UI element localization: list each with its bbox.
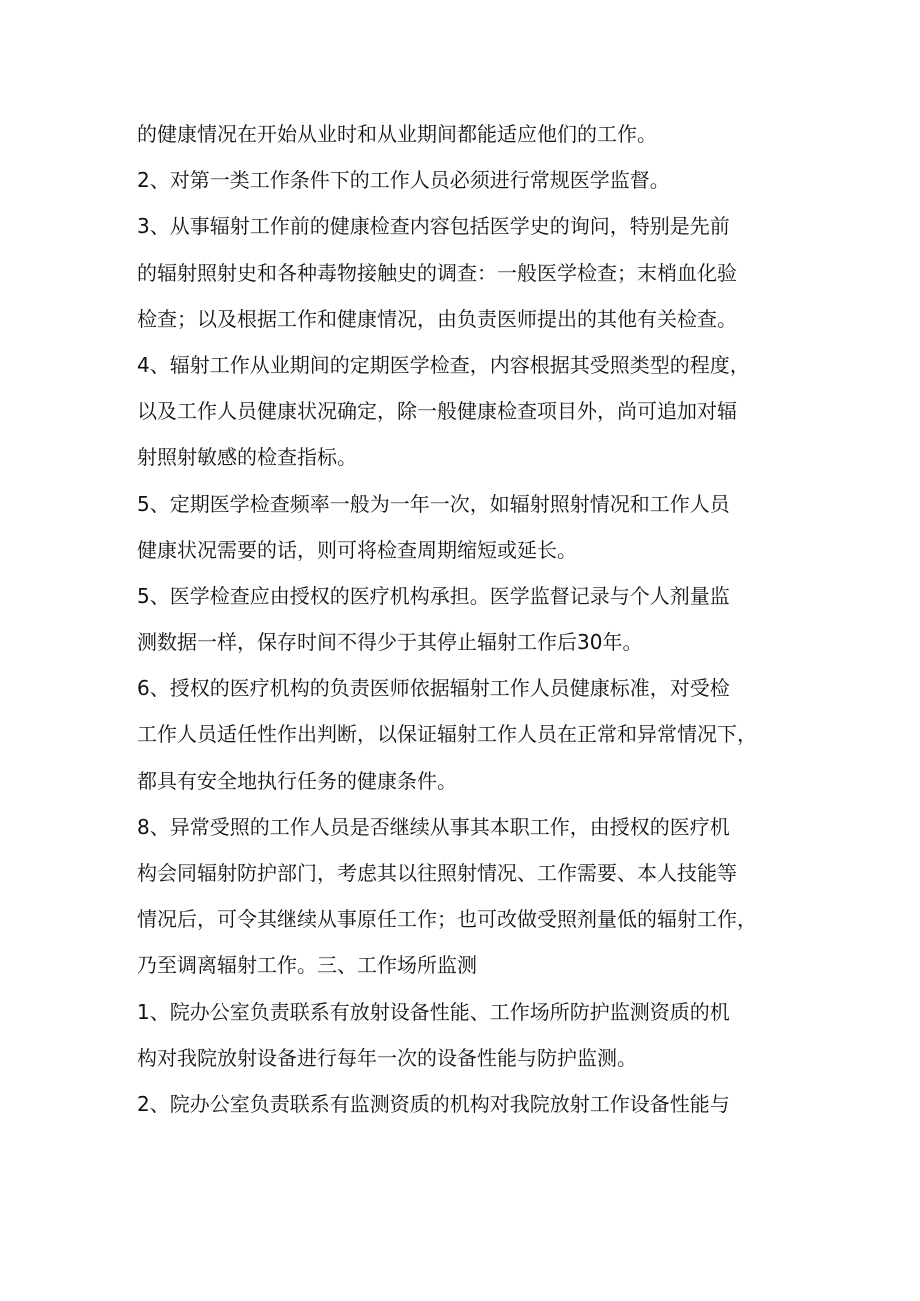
text-line: 健康状况需要的话，则可将检查周期缩短或延长。	[137, 537, 577, 562]
text-line: 射照射敏感的检查指标。	[137, 445, 357, 470]
text-line: 2、院办公室负责联系有监测资质的机构对我院放射工作设备性能与	[137, 1091, 730, 1116]
text-line: 乃至调离辐射工作。三、工作场所监测	[137, 953, 477, 978]
text-line: 构会同辐射防护部门，考虑其以往照射情况、工作需要、本人技能等	[137, 861, 737, 885]
text-line: 5、定期医学检查频率一般为一年一次，如辐射照射情况和工作人员	[137, 491, 730, 516]
text-line: 8、异常受照的工作人员是否继续从事其本职工作，由授权的医疗机	[137, 814, 730, 839]
text-line: 都具有安全地执行任务的健康条件。	[137, 768, 457, 793]
text-line: 6、授权的医疗机构的负责医师依据辐射工作人员健康标准，对受检	[137, 676, 730, 701]
text-line: 的健康情况在开始从业时和从业期间都能适应他们的工作。	[137, 122, 657, 146]
text-line: 测数据一样，保存时间不得少于其停止辐射工作后30年。	[137, 630, 643, 655]
text-line: 2、对第一类工作条件下的工作人员必须进行常规医学监督。	[137, 168, 670, 193]
text-line: 的辐射照射史和各种毒物接触史的调查：一般医学检查；末梢血化验	[137, 260, 737, 285]
text-line: 情况后，可令其继续从事原任工作；也可改做受照剂量低的辐射工作，	[137, 907, 757, 932]
text-line: 构对我院放射设备进行每年一次的设备性能与防护监测。	[137, 1045, 637, 1070]
document-body	[137, 111, 793, 1127]
text-line: 3、从事辐射工作前的健康检查内容包括医学史的询问，特别是先前	[137, 214, 730, 239]
text-line: 以及工作人员健康状况确定，除一般健康检查项目外，尚可追加对辐	[137, 399, 737, 424]
text-line: 1、院办公室负责联系有放射设备性能、工作场所防护监测资质的机	[137, 999, 730, 1024]
text-line: 5、医学检查应由授权的医疗机构承担。医学监督记录与个人剂量监	[137, 583, 730, 608]
text-line: 4、辐射工作从业期间的定期医学检查，内容根据其受照类型的程度，	[137, 352, 750, 377]
text-line: 工作人员适任性作出判断，以保证辐射工作人员在正常和异常情况下，	[137, 722, 757, 747]
text-line: 检查；以及根据工作和健康情况，由负责医师提出的其他有关检查。	[137, 306, 737, 331]
